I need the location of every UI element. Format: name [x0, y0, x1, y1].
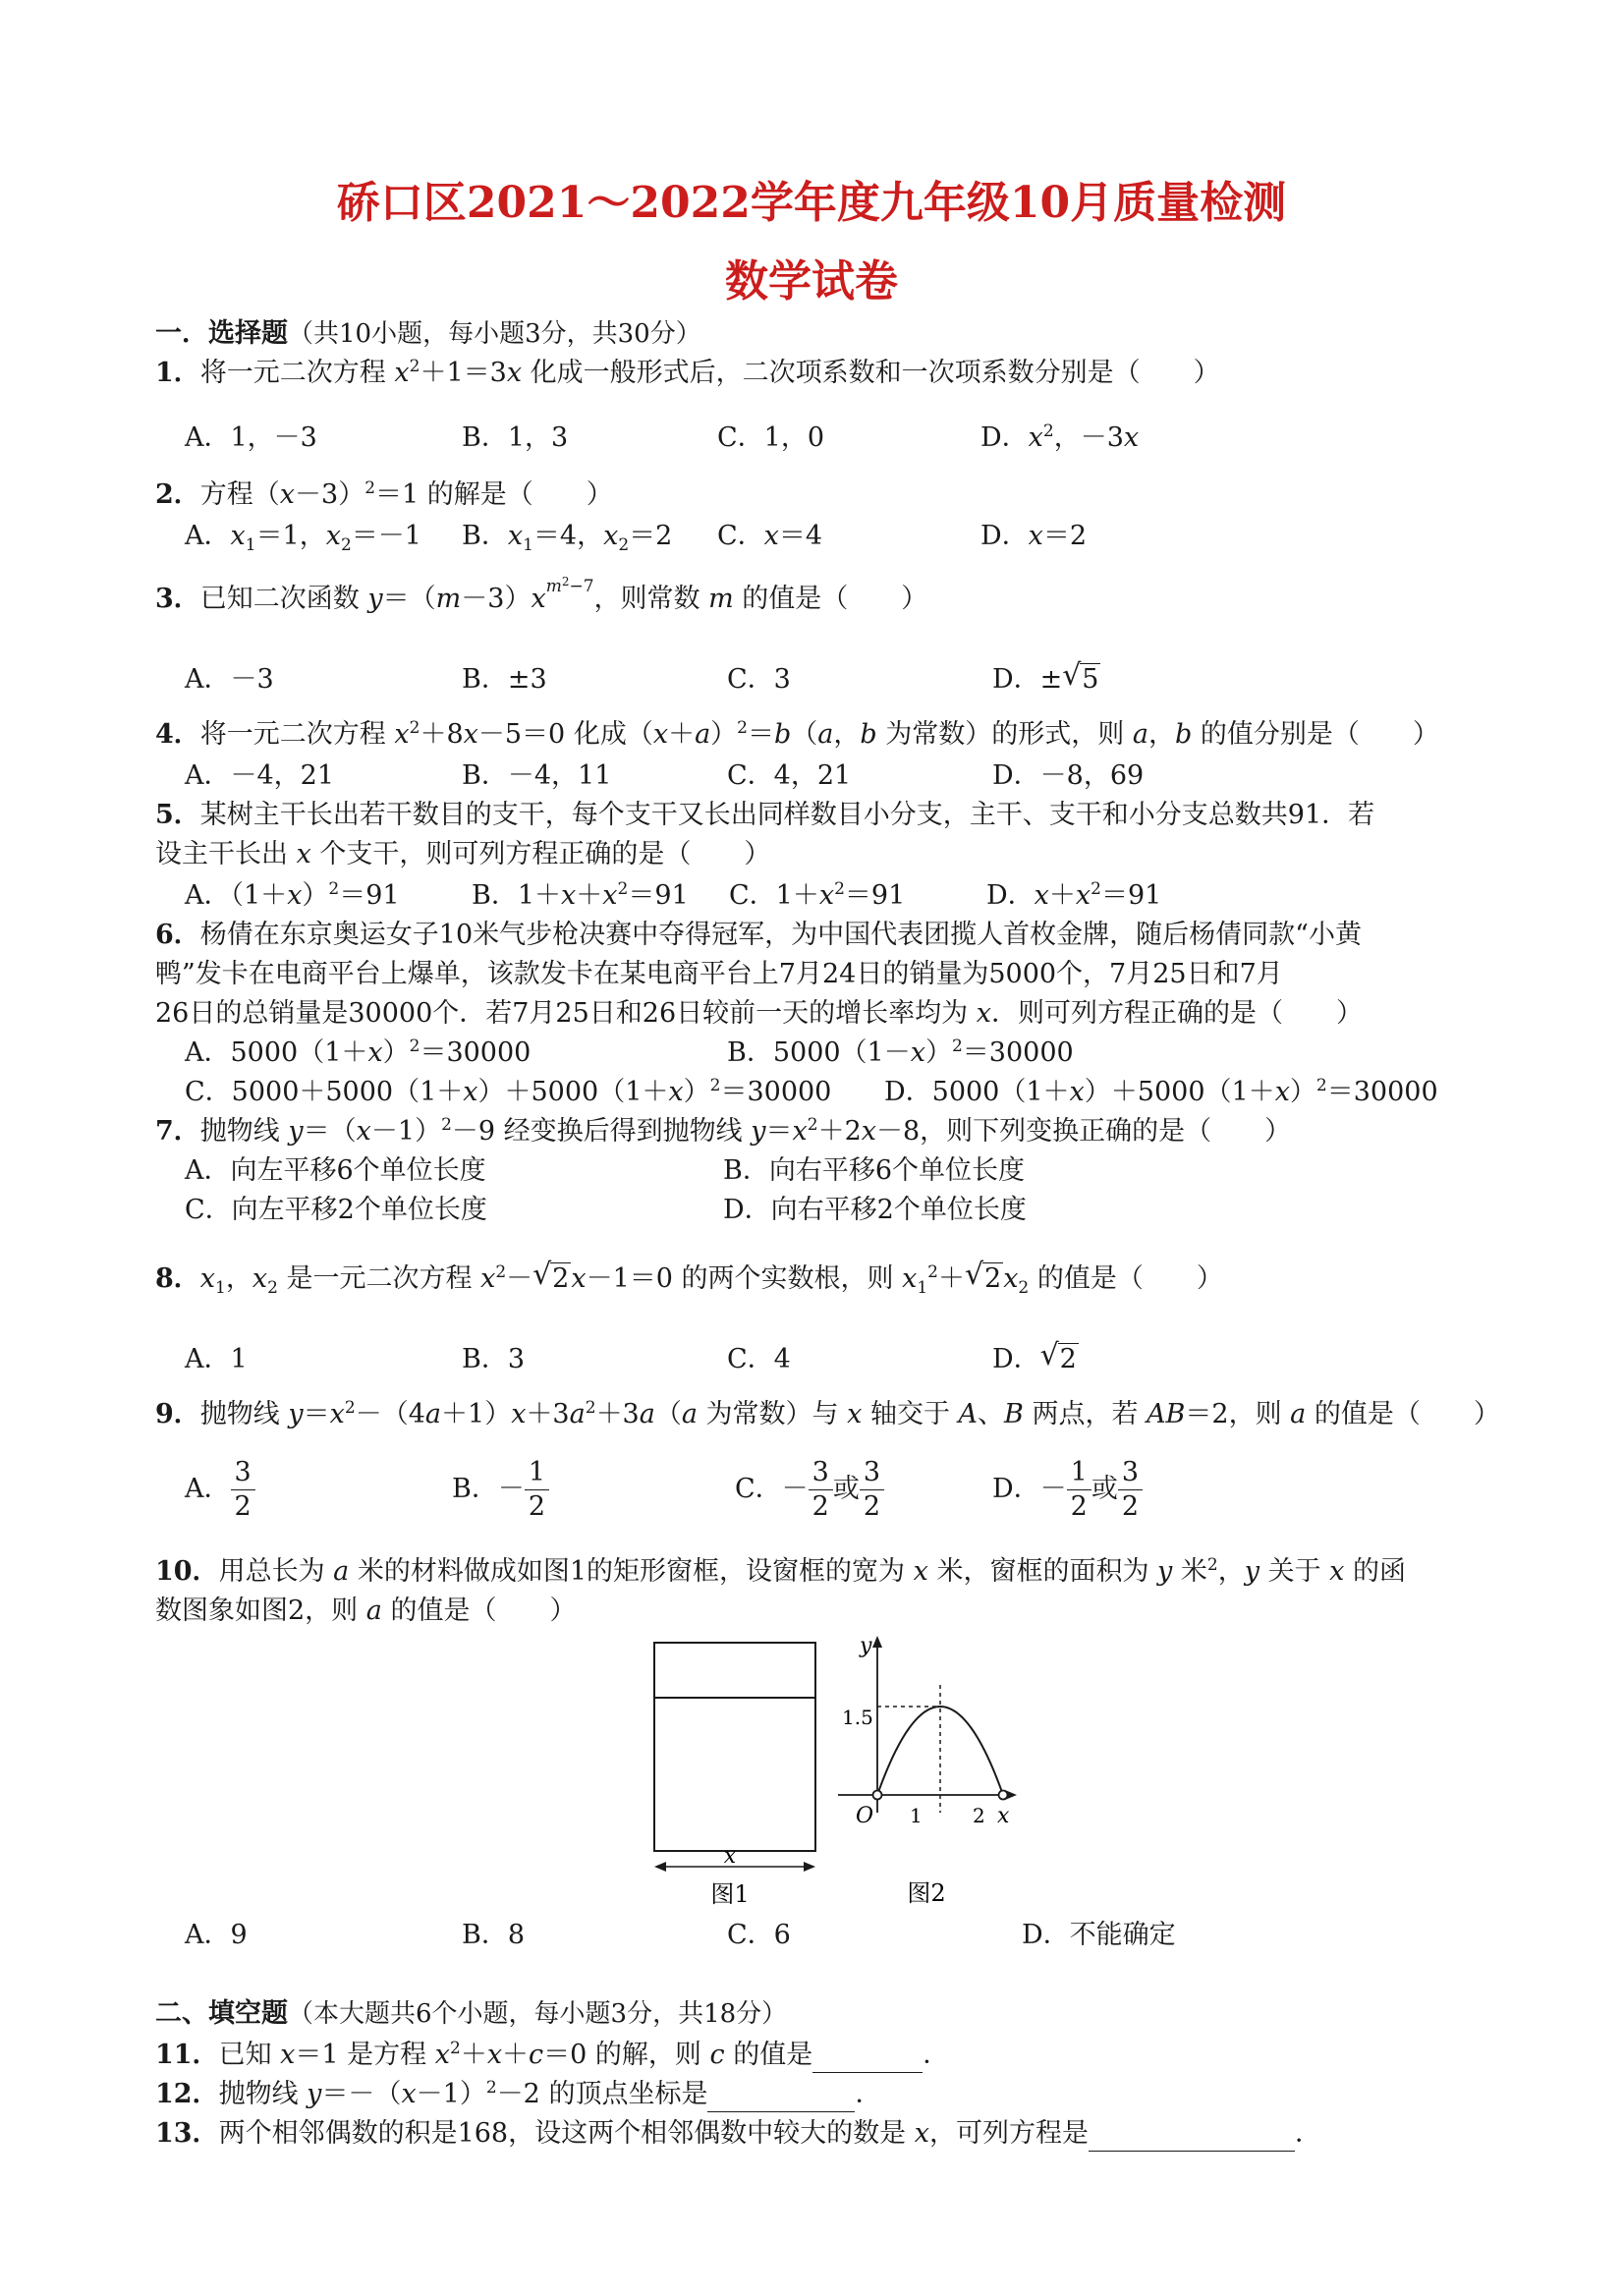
- option-text: 不能确定: [1069, 1920, 1176, 1950]
- q4-option-a: A．－4，21: [185, 760, 335, 791]
- x-tick-label-2: 2: [973, 1804, 985, 1827]
- answer-blank[interactable]: [707, 2084, 855, 2112]
- y-tick-label: 1.5: [842, 1706, 873, 1729]
- option-text: 1: [230, 1344, 248, 1374]
- option-text: 向右平移2个单位长度: [770, 1195, 1027, 1225]
- answer-blank[interactable]: [1089, 2123, 1295, 2152]
- root-point-2: [999, 1791, 1008, 1800]
- root-point-1: [873, 1791, 882, 1800]
- option-text: 4，21: [773, 760, 852, 791]
- y-axis-arrow-icon: [872, 1636, 882, 1648]
- q3-option-a: A．－3: [185, 664, 274, 695]
- section-2-heading: [155, 1996, 787, 2032]
- q8-option-d: D． √ 2: [992, 1338, 1077, 1374]
- option-text: －4，21: [230, 760, 335, 791]
- question-10: 10．用总长为 a 米的材料做成如图1的矩形窗框，设窗框的宽为 x 米，窗框的面积为 y 米$^2$，y 关于 x 的函: [155, 1555, 1406, 1587]
- question-6-line-1: 杨倩在东京奥运女子10米气步枪决赛中夺得冠军，为中国代表团揽人首枚金牌，随后杨倩同款“小黄: [199, 920, 1362, 950]
- q4-option-c: C．4，21: [727, 760, 852, 791]
- option-text: 8: [507, 1920, 526, 1950]
- question-number: 9: [155, 1399, 174, 1429]
- x-tick-label-1: 1: [910, 1804, 923, 1827]
- exam-title: 硚口区2021～2022学年度九年级10月质量检测: [336, 178, 1287, 228]
- option-text: －4，11: [507, 760, 612, 791]
- question-number: 2: [155, 479, 174, 510]
- question-number: 6: [155, 920, 174, 950]
- question-13-text: 两个相邻偶数的积是168，设这两个相邻偶数中较大的数是: [218, 2118, 907, 2149]
- section-1-heading: [155, 316, 701, 352]
- q6-option-a: A．$5000(1+x)^2=30000$: [185, 1036, 532, 1068]
- option-text: 向左平移6个单位长度: [230, 1155, 486, 1186]
- question-10-line-2: 数图象如图2，则 a 的值是（ ）: [155, 1596, 577, 1626]
- q1-option-b: B．1，3: [462, 422, 569, 453]
- q4-option-d: D．－8，69: [992, 760, 1145, 791]
- question-11: 11．已知 x＝1 是方程 $x^2+x+c=0$ 的解，则 c 的值是 ．: [155, 2038, 949, 2073]
- q7-option-d: D．向右平移2个单位长度: [723, 1195, 1027, 1225]
- question-number: 5: [155, 800, 174, 830]
- window-frame-rect: [654, 1643, 815, 1851]
- q8-option-c: C．4: [727, 1344, 791, 1374]
- section-1-title: 一．选择题: [155, 318, 288, 349]
- q3-option-c: C．3: [727, 664, 791, 695]
- question-2: 2．方程$(x-3)^2=1$ 的解是（ ）: [155, 478, 613, 510]
- q8-option-b: B．3: [462, 1344, 526, 1374]
- question-number: 12: [155, 2079, 193, 2109]
- question-6-line-2: 鸭”发卡在电商平台上爆单，该款发卡在某电商平台上7月24日的销量为5000个，7月25日和7月: [155, 959, 1283, 989]
- figure-2-parabola-graph: [830, 1626, 1027, 1911]
- question-12: 12．抛物线 $y=-(x-1)^2-2$ 的顶点坐标是 ．: [155, 2077, 881, 2112]
- option-text: 1，0: [763, 422, 825, 453]
- q9-option-d: D．－ $\frac{1}{2}$ 或 $\frac{3}{2}$: [992, 1456, 1143, 1524]
- option-text: 向左平移2个单位长度: [231, 1195, 487, 1225]
- y-axis-label: y: [860, 1634, 872, 1658]
- question-7: 7．抛物线 $y=(x-1)^2-9$ 经变换后得到抛物线 $y=x^2+2x-8$，则下列变换正确的是（ ）: [155, 1115, 1292, 1147]
- q10-option-a: A．9: [185, 1920, 248, 1950]
- section-2-note: （本大题共6个小题，每小题3分，共18分）: [288, 1999, 788, 2029]
- question-number: 13: [155, 2118, 193, 2149]
- question-1: 1．将一元二次方程 $x^2+1=3x$ 化成一般形式后，二次项系数和一次项系数分别是（ ）: [155, 357, 1220, 388]
- question-9: 9．抛物线 $y=x^2-(4a+1)x+3a^2+3a(a$ 为常数）与 x 轴交于 A、B 两点，若 AB＝2，则 a 的值是（ ）: [155, 1398, 1500, 1429]
- question-6-line-3: 26日的总销量是30000个．若7月25日和26日较前一天的增长率均为 x．则可列方程正确的是（ ）: [155, 998, 1363, 1029]
- question-number: 4: [155, 719, 174, 750]
- q1-option-c: C．1，0: [717, 422, 825, 453]
- q2-option-b: B．$x_1=4$，$x_2=2$: [462, 521, 673, 555]
- q9-option-a: A． $\frac{3}{2}$: [185, 1456, 255, 1524]
- option-text: －3: [230, 664, 274, 695]
- option-text: 向右平移6个单位长度: [768, 1155, 1026, 1186]
- section-2-title: 二、填空题: [155, 1998, 288, 2029]
- q10-option-d: D．不能确定: [1022, 1920, 1176, 1950]
- q10-option-b: B．8: [462, 1920, 526, 1950]
- answer-blank[interactable]: [812, 2044, 923, 2073]
- q4-option-b: B．－4，11: [462, 760, 612, 791]
- q8-option-a: A．1: [185, 1344, 248, 1374]
- q6-option-b: B．$5000(1-x)^2=30000$: [727, 1036, 1074, 1068]
- q10-option-c: C．6: [727, 1920, 791, 1950]
- question-number: 7: [155, 1116, 174, 1147]
- origin-label: O: [856, 1804, 874, 1828]
- q3-option-d: D．± √ 5: [992, 658, 1099, 695]
- q9-option-b: B．－ $\frac{1}{2}$: [452, 1456, 549, 1524]
- q5-option-d: D．$x+x^2=91$: [986, 879, 1162, 911]
- exam-subtitle: 数学试卷: [725, 256, 898, 307]
- option-text: ±3: [507, 664, 547, 695]
- q3-option-b: B．±3: [462, 664, 547, 695]
- q2-option-d: D．x＝2: [980, 521, 1088, 551]
- q6-option-d: D．$5000(1+x)+5000(1+x)^2=30000$: [884, 1076, 1438, 1107]
- question-number: 8: [155, 1263, 174, 1294]
- question-number: 11: [155, 2040, 193, 2070]
- question-number: 3: [155, 584, 174, 614]
- q2-option-c: C．x＝4: [717, 521, 823, 551]
- option-text: －8，69: [1039, 760, 1145, 791]
- q2-option-a: A．$x_1=1$，$x_2=-1$: [185, 521, 421, 555]
- width-label: x: [723, 1844, 737, 1869]
- question-number: 1: [155, 358, 174, 388]
- q5-option-c: C．$1+x^2=91$: [729, 879, 906, 911]
- option-text: 6: [773, 1920, 791, 1950]
- x-axis-label: x: [997, 1804, 1010, 1828]
- question-4: 4．将一元二次方程 $x^2+8x-5=0$ 化成$(x+a)^2=b(a$，b 为常数）的形式，则 a，b 的值分别是（ ）: [155, 718, 1439, 750]
- option-text: 1，－3: [230, 422, 317, 453]
- q7-option-c: C．向左平移2个单位长度: [185, 1195, 487, 1225]
- question-13: 13．两个相邻偶数的积是168，设这两个相邻偶数中较大的数是 x，可列方程是 ．: [155, 2116, 1321, 2152]
- question-8: 8．$x_1$，$x_2$ 是一元二次方程 $x^2-$ √ 2x－1＝0 的两个实数根，则 $x_1^2+$ √ $2x_2$ 的值是（ ）: [155, 1258, 1223, 1298]
- option-text: 3: [773, 664, 791, 695]
- q7-option-b: B．向右平移6个单位长度: [723, 1155, 1026, 1186]
- question-5: 5．某树主干长出若干数目的支干，每个支干又长出同样数目小分支，主干、支干和小分支总数共91．若: [155, 800, 1375, 830]
- question-number: 10: [155, 1556, 193, 1587]
- figure-2-caption: 图2: [907, 1879, 946, 1907]
- q6-option-c: C．$5000+5000(1+x)+5000(1+x)^2=30000$: [185, 1076, 832, 1107]
- q7-option-a: A．向左平移6个单位长度: [185, 1155, 486, 1186]
- question-3: 3．已知二次函数 $y=(m-3)x^{m^2-7}$，则常数 m 的值是（ ）: [155, 575, 928, 614]
- q1-option-a: A．1，－3: [185, 422, 317, 453]
- q9-option-c: C．－ $\frac{3}{2}$ 或 $\frac{3}{2}$: [735, 1456, 884, 1524]
- question-5-line-2: 设主干长出 x 个支干，则可列方程正确的是（ ）: [155, 839, 771, 869]
- option-text: 3: [507, 1344, 526, 1374]
- option-text: 9: [230, 1920, 248, 1950]
- figure-1-caption: 图1: [710, 1880, 750, 1908]
- option-text: 1，3: [507, 422, 569, 453]
- right-arrow-icon: [804, 1862, 815, 1872]
- figure-1-window-frame: [639, 1631, 835, 1916]
- left-arrow-icon: [654, 1862, 666, 1872]
- section-1-note: （共10小题，每小题3分，共30分）: [288, 319, 701, 349]
- q5-option-a: A．$(1+x)^2=91$: [185, 879, 400, 911]
- question-6: 6．杨倩在东京奥运女子10米气步枪决赛中夺得冠军，为中国代表团揽人首枚金牌，随后杨倩同款“小黄: [155, 920, 1362, 950]
- option-text: 4: [773, 1344, 791, 1374]
- q5-option-b: B．$1+x+x^2=91$: [472, 879, 689, 911]
- q1-option-d: D．$x^2$，－3x: [980, 421, 1140, 453]
